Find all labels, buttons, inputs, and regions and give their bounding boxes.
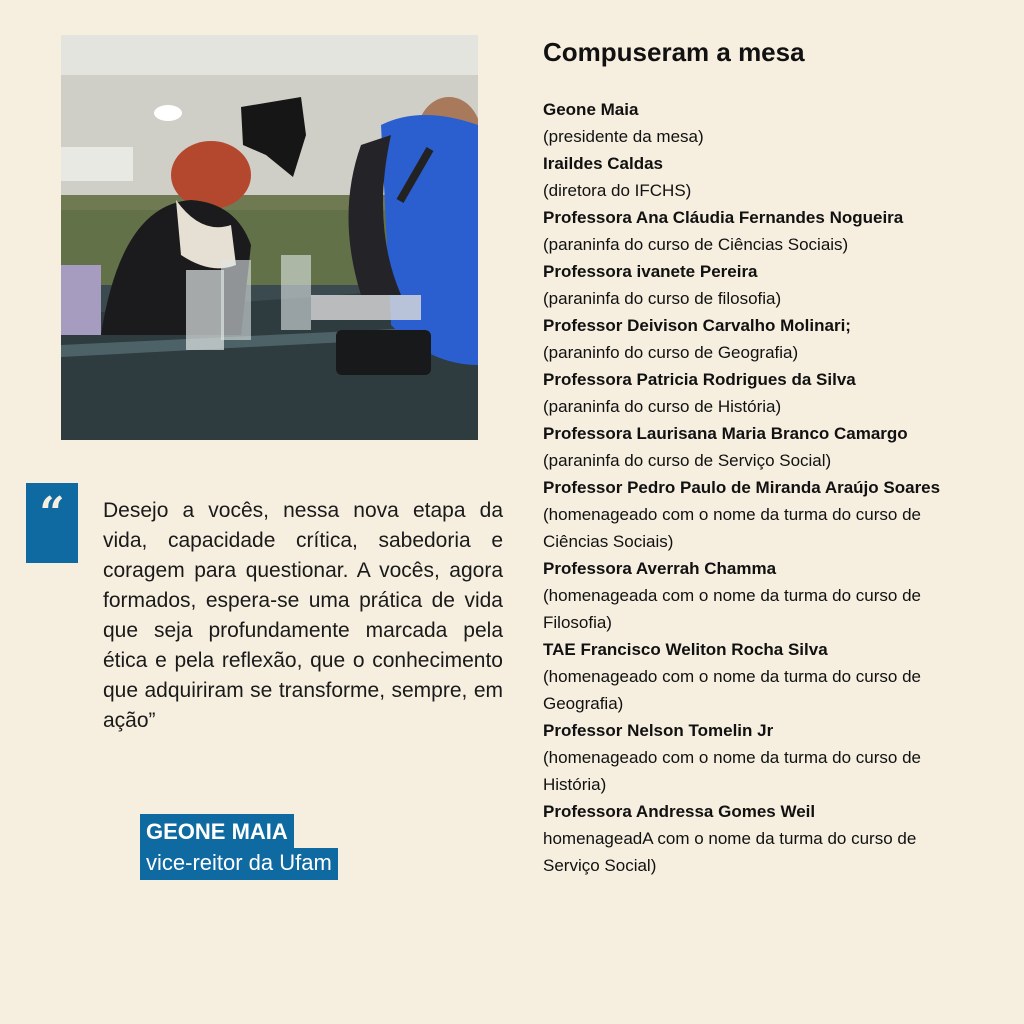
member-name: Professor Nelson Tomelin Jr [543,721,774,740]
list-item [543,420,963,474]
quote-text: Desejo a vocês, nessa nova etapa da vida, capacidade crítica, sabedoria e coragem para questionar. A vocês, agora formados, espera-se uma prática de vida que seja profundamente marcada pela ética e pela reflexão, que o conhecimento que adquiriram se transforme, sempre, em ação” [103,499,503,732]
member-role: (diretora do IFCHS) [543,181,692,200]
list-item [543,717,963,798]
member-role: (homenageado com o nome da turma do curso de Ciências Sociais) [543,505,922,551]
list-item [543,636,963,717]
author-name: GEONE MAIA [140,814,294,848]
mesa-section [543,34,963,879]
list-item [543,96,963,150]
list-item [543,150,963,204]
member-role: (paraninfa do curso de filosofia) [543,289,782,308]
member-name: Professora Andressa Gomes Weil [543,802,816,821]
member-role: (homenageado com o nome da turma do curso de História) [543,748,922,794]
ceremony-photo-illustration [61,35,478,440]
member-role: homenageadA com o nome da turma do curso de Serviço Social) [543,829,917,875]
list-item [543,555,963,636]
author-role: vice-reitor da Ufam [140,848,338,880]
list-item [543,474,963,555]
member-role: (paraninfo do curso de Geografia) [543,343,799,362]
quote-author [140,814,338,880]
member-role: (homenageado com o nome da turma do curso de Geografia) [543,667,922,713]
members-list [543,96,963,879]
member-role: (paraninfa do curso de História) [543,397,782,416]
member-name: Professora Patricia Rodrigues da Silva [543,370,856,389]
list-item [543,366,963,420]
member-name: Professora ivanete Pereira [543,262,758,281]
list-item [543,798,963,879]
member-role: (presidente da mesa) [543,127,704,146]
member-name: Professora Ana Cláudia Fernandes Nogueira [543,208,904,227]
member-name: Professor Deivison Carvalho Molinari; [543,316,851,335]
member-name: Geone Maia [543,100,639,119]
section-title: Compuseram a mesa [543,37,805,67]
ceremony-photo [61,35,478,440]
member-name: TAE Francisco Weliton Rocha Silva [543,640,828,659]
member-role: (paraninfa do curso de Serviço Social) [543,451,832,470]
member-role: (homenageada com o nome da turma do curso de Filosofia) [543,586,922,632]
member-name: Professor Pedro Paulo de Miranda Araújo Soares [543,478,941,497]
member-name: Iraildes Caldas [543,154,664,173]
quote-mark-icon: “ [26,483,78,563]
list-item [543,258,963,312]
list-item [543,204,963,258]
member-role: (paraninfa do curso de Ciências Sociais) [543,235,849,254]
list-item [543,312,963,366]
member-name: Professora Averrah Chamma [543,559,777,578]
member-name: Professora Laurisana Maria Branco Camargo [543,424,908,443]
